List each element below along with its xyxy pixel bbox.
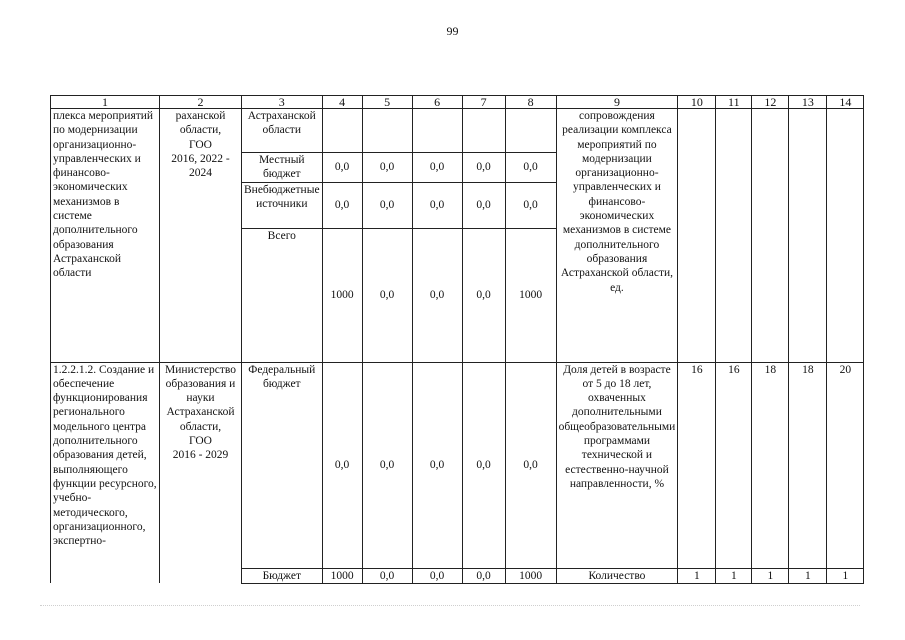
value-cell: 0,0	[505, 153, 556, 183]
target-cell	[827, 109, 864, 363]
value-cell: 1000	[505, 228, 556, 362]
value-cell: 0,0	[462, 182, 505, 228]
target-cell: 1	[678, 568, 716, 583]
funding-source: Внебюджетные источники	[242, 182, 323, 228]
value-cell: 0,0	[362, 362, 412, 568]
header-cell: 14	[827, 96, 864, 109]
indicator-cell: Доля детей в возрасте от 5 до 18 лет, охваченных дополнительными общеобразовательными программами технической и естественно-научной направленности, %	[556, 362, 678, 568]
target-cell: 1	[789, 568, 827, 583]
page-number: 99	[446, 24, 459, 38]
value-cell: 0,0	[412, 182, 462, 228]
funding-source: Местный бюджет	[242, 153, 323, 183]
value-cell	[362, 109, 412, 153]
header-cell: 1	[51, 96, 160, 109]
value-cell: 0,0	[322, 153, 362, 183]
header-cell: 12	[752, 96, 789, 109]
target-cell: 20	[827, 362, 864, 568]
value-cell: 0,0	[462, 568, 505, 583]
target-cell: 18	[789, 362, 827, 568]
table-row	[51, 109, 864, 153]
value-cell: 0,0	[362, 568, 412, 583]
header-cell: 8	[505, 96, 556, 109]
value-cell	[505, 109, 556, 153]
funding-source: Астраханской области	[242, 109, 323, 153]
header-cell: 7	[462, 96, 505, 109]
funding-source: Федеральный бюджет	[242, 362, 323, 568]
header-cell: 3	[242, 96, 323, 109]
indicator-cell: Количество	[556, 568, 678, 583]
header-cell: 5	[362, 96, 412, 109]
program-table	[50, 95, 864, 584]
value-cell: 0,0	[362, 182, 412, 228]
value-cell: 1000	[322, 568, 362, 583]
header-cell: 6	[412, 96, 462, 109]
funding-source: Всего	[242, 228, 323, 362]
value-cell: 0,0	[505, 362, 556, 568]
value-cell: 0,0	[505, 182, 556, 228]
value-cell: 0,0	[412, 153, 462, 183]
value-cell: 0,0	[412, 228, 462, 362]
value-cell: 0,0	[462, 153, 505, 183]
header-cell: 13	[789, 96, 827, 109]
header-cell: 2	[160, 96, 242, 109]
target-cell: 1	[716, 568, 752, 583]
value-cell: 0,0	[462, 228, 505, 362]
target-cell: 1	[827, 568, 864, 583]
target-cell: 16	[678, 362, 716, 568]
funding-source: Бюджет	[242, 568, 323, 583]
value-cell: 1000	[505, 568, 556, 583]
header-cell: 11	[716, 96, 752, 109]
header-cell: 4	[322, 96, 362, 109]
value-cell: 0,0	[362, 153, 412, 183]
measure-description: плекса мероприятий по модернизации организационно-управленческих и финансово-экономических механизмов в системе дополнительного образования Астраханской области	[51, 109, 160, 363]
target-cell	[789, 109, 827, 363]
measure-description: 1.2.2.1.2. Создание и обеспечение функционирования регионального модельного центра дополнительного образования детей, выполняющего функции ресурсного, учебно-методического, организационного, экспертно-	[51, 362, 160, 583]
value-cell	[322, 109, 362, 153]
scan-noise-line	[40, 605, 860, 607]
target-cell	[752, 109, 789, 363]
executor-cell: раханской области, ГОО 2016, 2022 - 2024	[160, 109, 242, 363]
value-cell: 0,0	[362, 228, 412, 362]
header-cell: 10	[678, 96, 716, 109]
target-cell	[716, 109, 752, 363]
value-cell: 0,0	[412, 568, 462, 583]
header-cell: 9	[556, 96, 678, 109]
header-row	[51, 96, 864, 109]
target-cell: 18	[752, 362, 789, 568]
value-cell: 0,0	[412, 362, 462, 568]
target-cell: 16	[716, 362, 752, 568]
target-cell	[678, 109, 716, 363]
value-cell	[412, 109, 462, 153]
value-cell: 0,0	[322, 182, 362, 228]
value-cell: 0,0	[462, 362, 505, 568]
indicator-cell: сопровождения реализации комплекса мероприятий по модернизации организационно-управленческих и финансово-экономических механизмов в системе дополнительного образования Астраханской области, ед.	[556, 109, 678, 363]
executor-cell: Министерство образования и науки Астраханской области, ГОО 2016 - 2029	[160, 362, 242, 583]
value-cell: 0,0	[322, 362, 362, 568]
target-cell: 1	[752, 568, 789, 583]
value-cell	[462, 109, 505, 153]
table-row	[51, 362, 864, 568]
value-cell: 1000	[322, 228, 362, 362]
